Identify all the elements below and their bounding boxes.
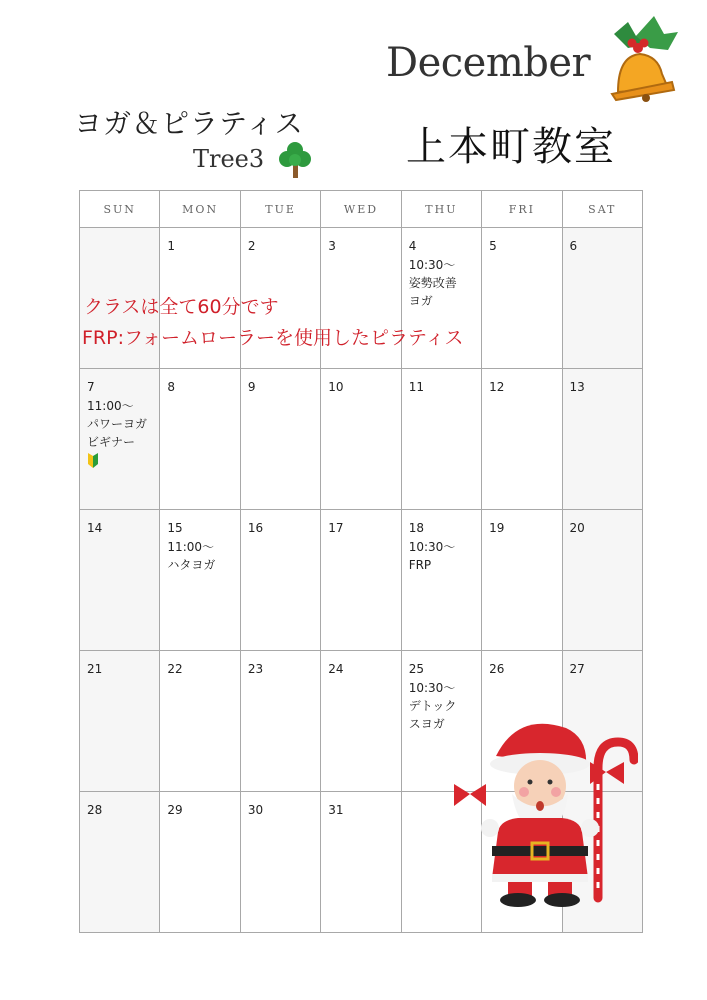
day-cell [562,510,642,651]
day-number: 7 [87,380,95,394]
day-cell [321,651,401,792]
day-cell [401,369,481,510]
notice-duration: クラスは全て60分です [84,296,279,318]
event-name: デトック スヨガ [408,699,457,731]
clover-tree-icon [278,140,312,180]
day-number: 4 [408,239,417,253]
day-number: 20 [569,521,585,535]
week-row [80,369,643,510]
day-number: 1 [167,239,176,253]
event-time: 11:00〜 [87,399,134,413]
day-number: 8 [167,380,176,394]
day-cell [240,369,320,510]
day-number: 29 [167,803,183,817]
day-cell [401,510,481,651]
day-number: 27 [569,662,585,676]
day-cell [160,510,240,651]
weekday-sat: SAT [562,191,642,228]
day-number: 28 [87,803,103,817]
day-cell [160,792,240,933]
event-time: 10:30〜 [408,681,456,695]
notice-frp-definition: FRP:フォームローラーを使用したピラティス [82,327,464,349]
studio-title: ヨガ＆ピラティス [74,107,304,140]
weekday-header-row [80,191,643,228]
event-time: 10:30〜 [408,540,456,554]
location-title: 上本町教室 [406,124,616,170]
beginner-mark-icon [87,453,99,468]
day-number: 11 [408,380,424,394]
day-number: 18 [408,521,424,535]
month-title: December [386,40,591,86]
day-cell [321,792,401,933]
day-cell [80,651,160,792]
weekday-wed: WED [321,191,401,228]
day-number: 2 [247,239,256,253]
day-cell [160,369,240,510]
day-cell [160,651,240,792]
day-number: 30 [247,803,264,817]
studio-subtitle: Tree3 [193,145,265,173]
day-number: 25 [408,662,424,676]
class-notice [84,292,464,354]
day-cell [482,510,562,651]
weekday-sun: SUN [80,191,160,228]
day-number: 21 [87,662,103,676]
weekday-mon: MON [160,191,240,228]
day-number: 12 [489,380,505,394]
event-time: 10:30〜 [408,258,456,272]
day-number: 19 [489,521,505,535]
day-cell [482,369,562,510]
event-name: 姿勢改善 ヨガ [408,276,457,308]
day-cell [80,792,160,933]
day-cell [80,510,160,651]
event-name: ハタヨガ [167,558,216,572]
santa-illustration [448,708,638,908]
weekday-thu: THU [401,191,481,228]
day-cell [240,792,320,933]
day-number: 5 [489,239,497,253]
day-number: 17 [328,521,344,535]
day-number: 13 [569,380,585,394]
day-cell [562,369,642,510]
event-name: FRP [408,558,432,572]
event-name: パワーヨガ ビギナー [87,417,148,449]
day-number: 26 [489,662,505,676]
day-number: 14 [87,521,103,535]
day-cell [321,510,401,651]
day-cell [482,228,562,369]
day-number: 3 [328,239,336,253]
weekday-tue: TUE [240,191,320,228]
day-number: 15 [167,521,183,535]
day-number: 22 [167,662,183,676]
day-number: 31 [328,803,344,817]
day-number: 16 [247,521,264,535]
bell-icon [592,12,680,102]
day-number: 24 [328,662,344,676]
week-row [80,510,643,651]
day-number: 10 [328,380,344,394]
day-cell [240,651,320,792]
day-cell [240,510,320,651]
day-cell [562,228,642,369]
day-cell [80,369,160,510]
day-number: 23 [247,662,264,676]
weekday-fri: FRI [482,191,562,228]
day-number: 6 [569,239,578,253]
day-cell [321,369,401,510]
event-time: 11:00〜 [167,540,215,554]
day-number: 9 [247,380,256,394]
